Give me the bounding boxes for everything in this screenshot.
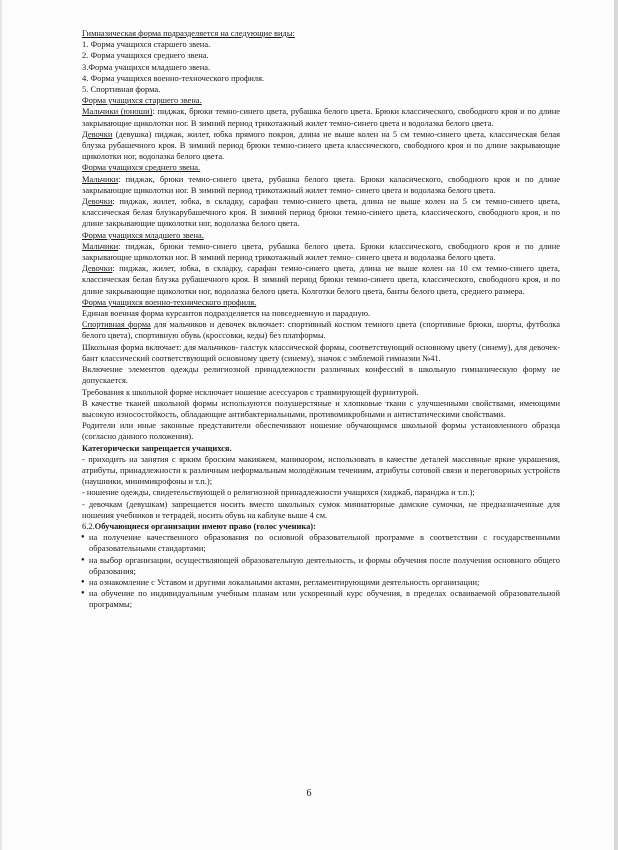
text-paragraph (82, 241, 560, 263)
underlined-term: Мальчики (82, 173, 119, 184)
text-paragraph (82, 521, 560, 532)
underlined-term: Девочки (82, 196, 113, 207)
text-paragraph (82, 50, 560, 61)
paragraph-text: : пиджак, жилет, юбка, в складку, сарафан темно-синего цвета, длина не выше колен на 5 см темно-синего цвета, классическая белая блузкарубашечного кроя. В зимний период брюки темно-синего цвета, классического, свободного кроя, и по длине закрывающие щиколотки ног, водолазка белого цвета. (82, 196, 560, 229)
paragraph-text: для мальчиков и девочек включает: спортивный костюм темного цвета (спортивные брюки, шорты, футболка белого цвета), спортивную обувь (кроссовки, кеды) без платформы. (82, 319, 560, 341)
text-paragraph (82, 443, 560, 454)
paragraph-text: Родители или иные законные представители обеспечивают ношение обучающимся школьной формы установленного образца (согласно данного положения). (82, 420, 560, 442)
paragraph-text: Обучающиеся организации имеют право (голос ученика): (94, 520, 316, 531)
underlined-term: Мальчики (юноши) (82, 106, 153, 117)
paragraph-text: Требования к школьной форме исключает ношение асессуаров с травмирующей фурнитурой. (82, 386, 419, 397)
bullet-item (82, 532, 560, 554)
paragraph-text: - ношение одежды, свидетельствующей о религиозной принадлежности учащихся (хиджаб, паранджа и т.п.); (82, 487, 475, 498)
paragraph-text: 5. Спортивная форма. (82, 84, 161, 95)
paragraph-text: - девочкам (девушкам) запрещается носить вместо школьных сумок миниатюрные дамские сумочки, не предназначенные для ношения учебников и тетрадей, носить обувь на каблуке выше 4 см. (82, 498, 560, 520)
text-paragraph (82, 308, 560, 319)
text-paragraph (82, 387, 560, 398)
paragraph-text: на обучение по индивидуальным учебным планам или ускоренный курс обучения, в пределах осваиваемой образовательной программы; (89, 588, 560, 610)
paragraph-text: на ознакомление с Уставом и другими локальными актами, регламентирующими деятельность организации; (89, 576, 480, 587)
text-paragraph (82, 230, 560, 241)
underlined-term: Девочки (82, 128, 113, 139)
paragraph-text: : пиджак, брюки темно-синего цвета, рубашка белого цвета. Брюки классического, свободного кроя и по длине закрывающие щиколотки ног. В зимний период трикотажный жилет темно-синего цвета и водолазка белого цвета. (82, 106, 560, 128)
underlined-term: Девочки (82, 263, 113, 274)
paragraph-text: Категорически запрещается учащихся. (82, 442, 232, 453)
paragraph-text: 4. Форма учащихся военно-техноческого профиля. (82, 72, 265, 83)
paragraph-text: 1. Форма учащихся старшего звена. (82, 39, 211, 50)
bullet-item (82, 588, 560, 610)
text-paragraph (82, 174, 560, 196)
text-paragraph (82, 297, 560, 308)
text-paragraph (82, 106, 560, 128)
text-paragraph (82, 73, 560, 84)
text-paragraph (82, 28, 560, 39)
page-edge-right (614, 0, 618, 850)
section-number: 6.2. (82, 520, 95, 531)
text-paragraph (82, 196, 560, 230)
paragraph-text: 3.Форма учащихся младшего звена. (82, 61, 211, 72)
page-number: 6 (306, 788, 312, 799)
text-paragraph (82, 129, 560, 163)
underlined-term: Спортивная форма (82, 319, 151, 330)
paragraph-text: Гимназическая форма подразделяется на следующие виды: (82, 28, 295, 38)
paragraph-text: Включение элементов одежды религиозной принадлежности различных конфессий в школьную гимназическую форму не допускается. (82, 364, 560, 386)
paragraph-text: на выбор организации, осуществляющей образовательную деятельность, и формы обучения после получения основного общего образования; (89, 554, 560, 576)
paragraph-text: Единая военная форма курсантов подразделяется на повседневную и парадную. (82, 308, 371, 319)
text-paragraph (82, 364, 560, 386)
paragraph-text: Школьная форма включает: для мальчиков- галстук классической формы, соответствующий основному цвету (синему), для девочек- бант классический соответствующий основному цвету (синему), значок с эмблемой гимназии №41. (82, 341, 560, 363)
text-paragraph (82, 342, 560, 364)
text-paragraph (82, 499, 560, 521)
text-paragraph (82, 162, 560, 173)
paragraph-text: : пиджак, брюки темно-синего цвета, рубашка белого цвета. Брюки каласического, свободного кроя и по длине закрывающие щиколотки ног. В зимний период трикотажный жилет темно- синего цвета и водолазка белого цвета. (82, 173, 560, 195)
underlined-term: Мальчики (82, 240, 119, 251)
document-body (82, 28, 560, 611)
text-paragraph (82, 420, 560, 442)
paragraph-text: (девушка) пиджак, жилет, юбка прямого покроя, длина не выше колен на 5 см темно-синего цвета, классическая белая блузка рубашечного кроя. В зимний период брюки темно-синего цвета классического, свободного кроя и по длине закрывающие щиколотки ног, водолазка белого цвета. (82, 128, 560, 162)
text-paragraph (82, 84, 560, 95)
page-edge-left (0, 0, 2, 850)
paragraph-text: В качестве тканей школьной формы используются полушерстяные и хлопковые ткани с улучшенными свойствами, имеющими высокую износостойкость, обладающие антибактериальными, противомикробными и антистатическими свойствами. (82, 397, 560, 419)
paragraph-text: на получение качественного образования по основной образовательной программе в соответствии с государственными образовательными стандартами; (89, 532, 560, 554)
text-paragraph (82, 39, 560, 50)
text-paragraph (82, 95, 560, 106)
text-paragraph (82, 487, 560, 498)
text-paragraph (82, 263, 560, 297)
paragraph-text: : пиджак, жилет, юбка, в складку, сарафан темно-синего цвета, длина не выше колен на 10 см темно-синего цвета, классическая белая блузка рубашечного кроя. В зимний период брюки темно-синего цвета, классического, свободного кроя, и по длине закрывающие щиколотки ног, водолазка белого цвета. Колготки белого цвета, банты белого цвета, среднего размера. (82, 263, 560, 296)
text-paragraph (82, 319, 560, 341)
paragraph-text: - приходить на занятия с ярким броским макияжем, маникюром, использовать в качестве деталей массивные яркие украшения, атрибуты, принадлежности к различным неформальным молодёжным течениям, атрибуты сотовой связи и переговорных устройств (наушники, минимикрофоны и т.п.); (82, 453, 560, 487)
text-paragraph (82, 398, 560, 420)
paragraph-text: 2. Форма учащихся среднего звена. (82, 50, 209, 61)
text-paragraph (82, 454, 560, 488)
paragraph-text: : пиджак, брюки темно-синего цвета, рубашка белого цвета. Брюки классического, свободного кроя и по длине закрывающие щиколотки ног. В зимний период трикотажный жилет темно- синего цвета и водолазка белого цвета. (82, 240, 560, 263)
paragraph-text: Форма учащихся среднего звена. (82, 162, 201, 173)
bullet-item (82, 577, 560, 588)
bullet-item (82, 555, 560, 577)
paragraph-text: Форма учащихся младшего звена. (82, 229, 204, 240)
text-paragraph (82, 62, 560, 73)
paragraph-text: Форма учащихся старшего звена. (82, 95, 202, 106)
paragraph-text: Форма учащихся военно-технического профиля. (82, 296, 257, 307)
